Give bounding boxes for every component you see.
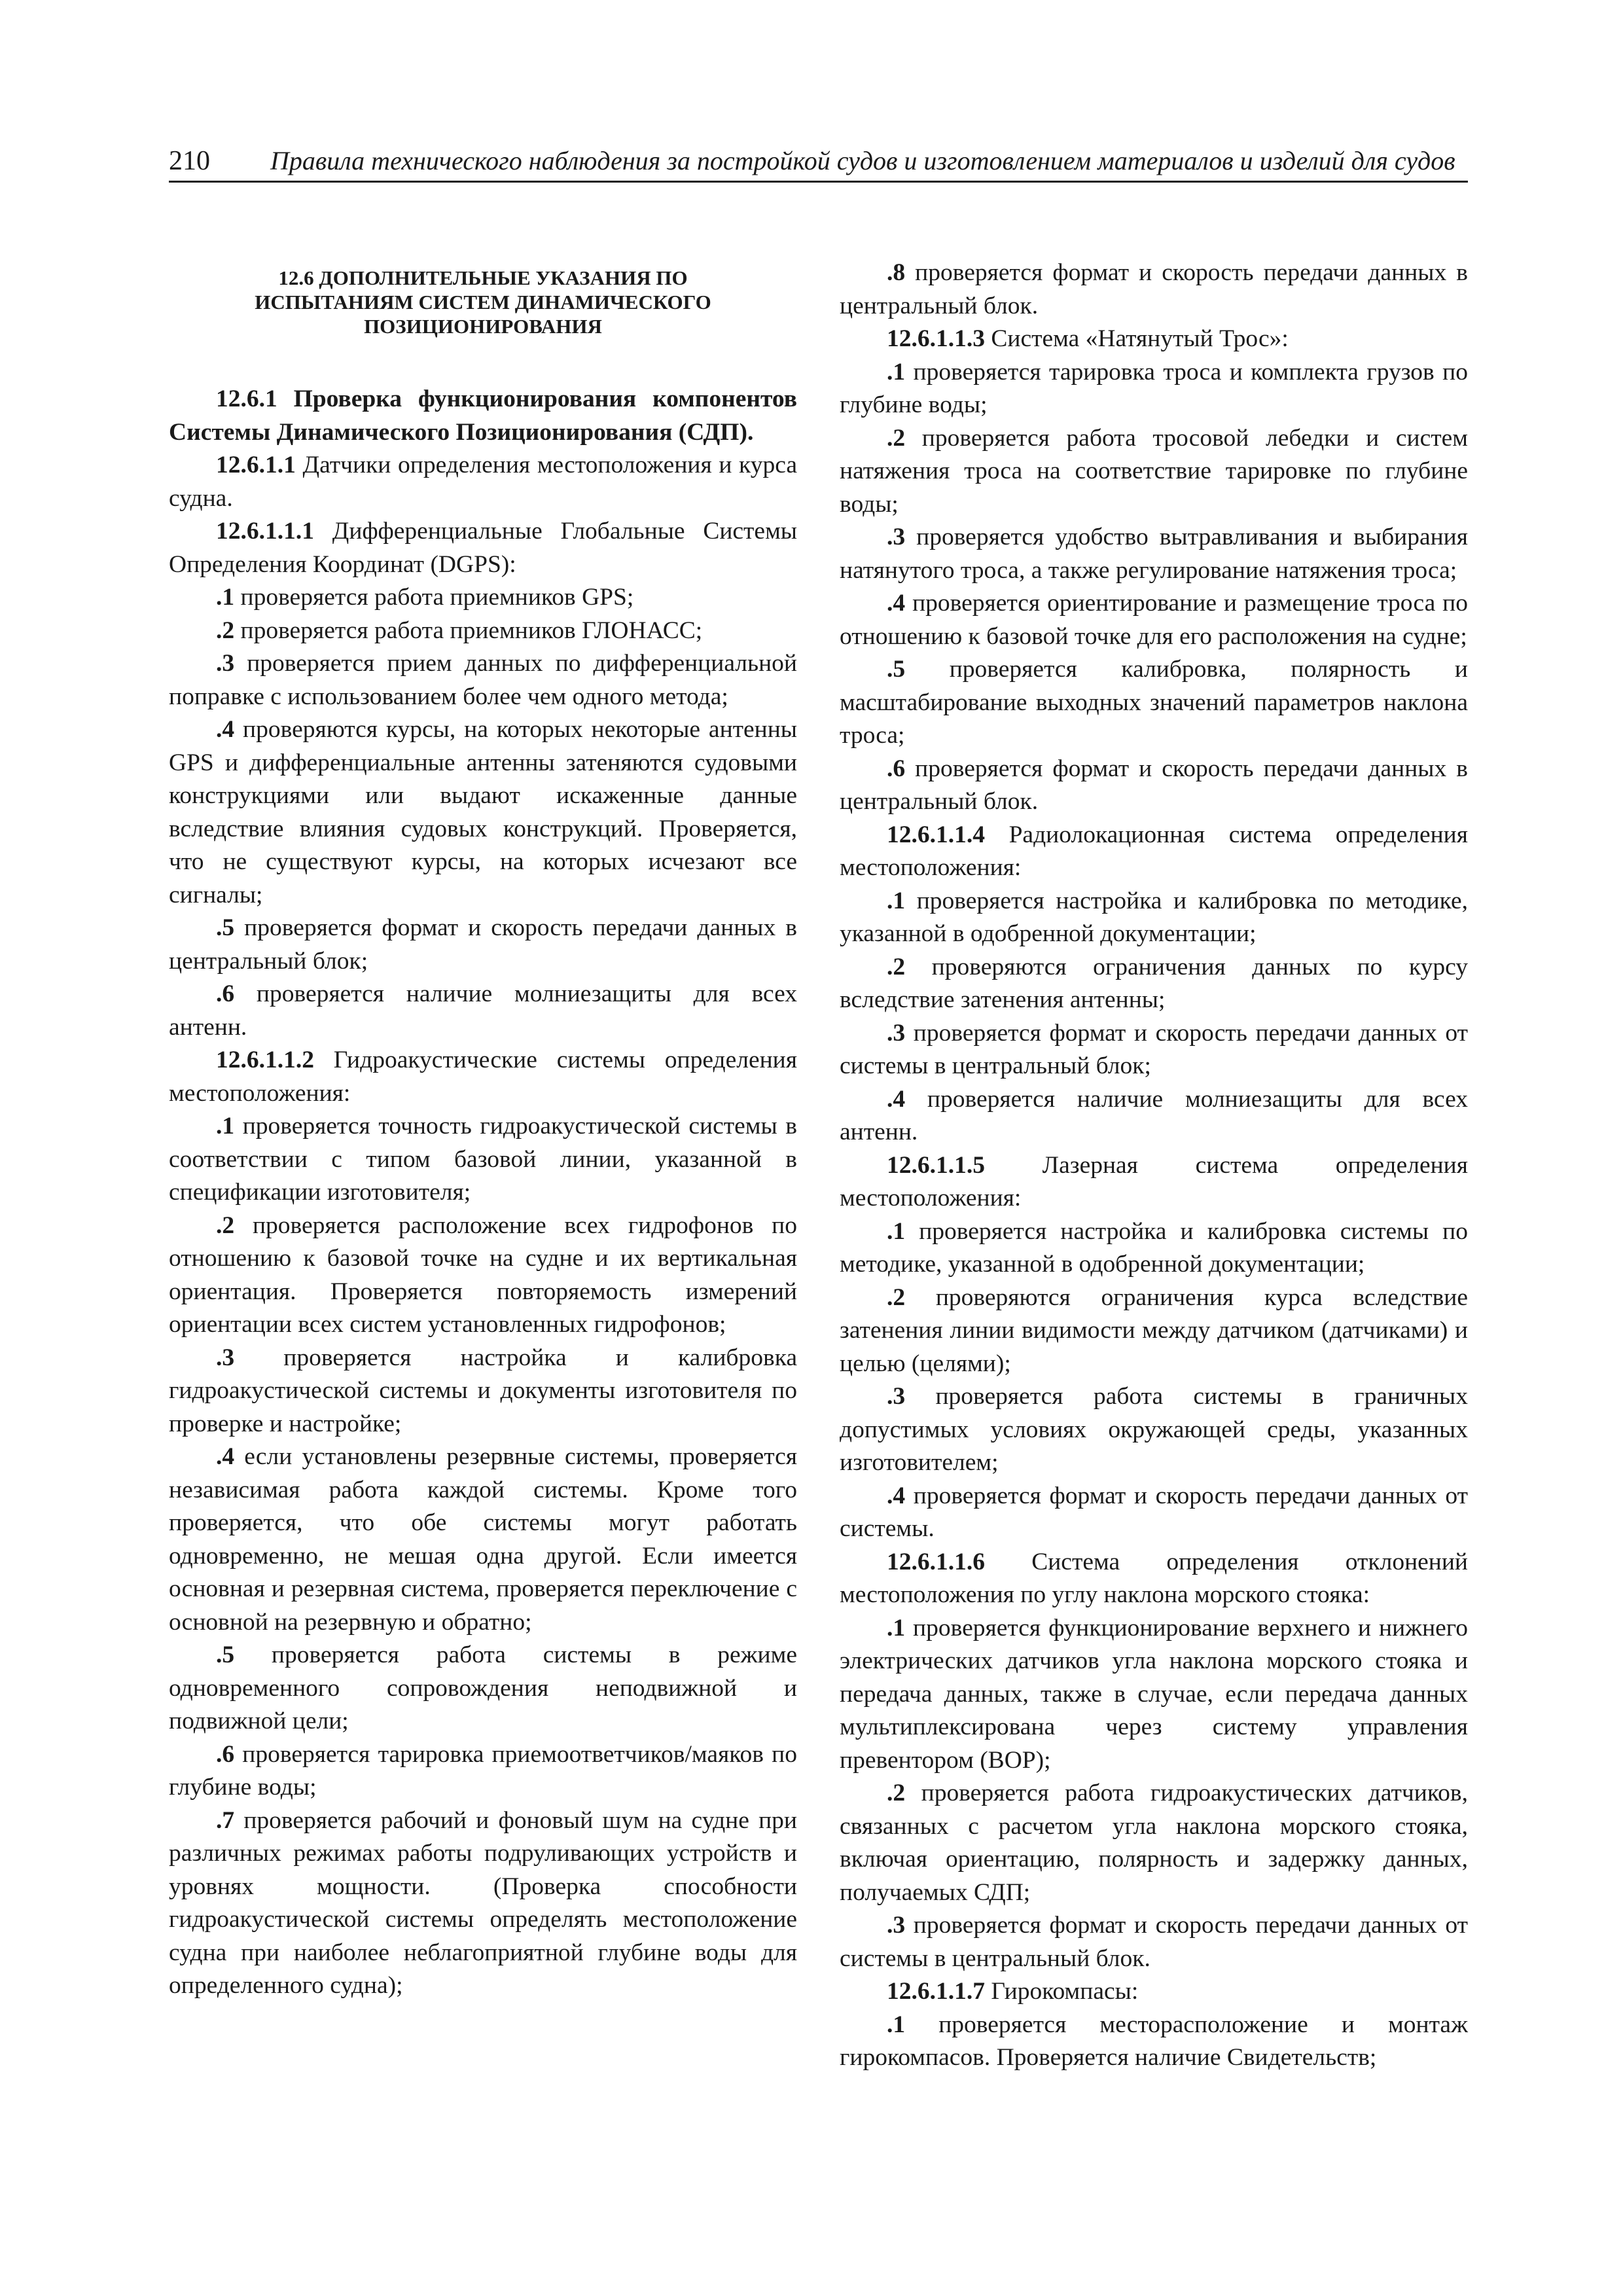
paragraph bbox=[169, 978, 797, 1044]
paragraph-number: .1 bbox=[216, 584, 235, 611]
paragraph-text: проверяется месторасположение и монтаж гирокомпасов. Проверяется наличие Свидетельств; bbox=[840, 2011, 1468, 2071]
paragraph-number: 12.6.1.1.6 bbox=[887, 1548, 985, 1575]
paragraph-number: .6 bbox=[887, 755, 906, 782]
paragraph-number: .4 bbox=[887, 1085, 906, 1113]
paragraph-text: проверяется настройка и калибровка по методике, указанной в одобренной документации; bbox=[840, 887, 1468, 947]
paragraph-text: проверяется работа системы в граничных допустимых условиях окружающей среды, указанных изготовителем; bbox=[840, 1383, 1468, 1476]
paragraph-number: 12.6.1.1.5 bbox=[887, 1151, 985, 1179]
paragraph-text: проверяется формат и скорость передачи данных в центральный блок. bbox=[840, 755, 1468, 815]
paragraph bbox=[840, 521, 1468, 587]
paragraph-text: проверяется настройка и калибровка системы по методике, указанной в одобренной документации; bbox=[840, 1217, 1468, 1278]
paragraph-text: проверяется работа гидроакустических датчиков, связанных с расчетом угла наклона морского стояка, включая ориентацию, полярность и задержку данных, получаемых СДП; bbox=[840, 1780, 1468, 1906]
paragraph-text: Гидроакустические системы определения местоположения: bbox=[169, 1047, 797, 1107]
paragraph-text: проверяется калибровка, полярность и масштабирование выходных значений параметров наклона троса; bbox=[840, 656, 1468, 749]
paragraph-text: проверяется функционирование верхнего и нижнего электрических датчиков угла наклона морского стояка и передача данных, также в случае, если передача данных мультиплексирована через систему управления превентором (ВОР); bbox=[840, 1614, 1468, 1774]
paragraph bbox=[840, 1282, 1468, 1381]
paragraph-text: проверяется работа системы в режиме одновременного сопровождения неподвижной и подвижной цели; bbox=[169, 1641, 797, 1734]
paragraph-number: .4 bbox=[887, 1482, 906, 1509]
paragraph bbox=[169, 1210, 797, 1342]
paragraph-number: .7 bbox=[216, 1806, 235, 1834]
paragraph bbox=[840, 2009, 1468, 2075]
paragraph bbox=[840, 257, 1468, 323]
paragraph bbox=[840, 1380, 1468, 1480]
paragraph bbox=[840, 1149, 1468, 1215]
paragraph-number: 12.6.1.1 bbox=[216, 452, 296, 478]
paragraph-text: проверяются ограничения данных по курсу вследствие затенения антенны; bbox=[840, 953, 1468, 1013]
paragraph-number: .3 bbox=[887, 524, 906, 550]
paragraph-number: 12.6.1.1.4 bbox=[887, 821, 985, 848]
paragraph-text: проверяется прием данных по дифференциальной поправке с использованием более чем одного метода; bbox=[169, 650, 797, 710]
paragraph bbox=[840, 753, 1468, 819]
paragraph bbox=[840, 356, 1468, 422]
header-rule bbox=[169, 181, 1468, 183]
paragraph-number: .5 bbox=[887, 656, 906, 683]
page-header bbox=[169, 143, 1468, 179]
paragraph-text: проверяется настройка и калибровка гидроакустической системы и документы изготовителя по проверке и настройке; bbox=[169, 1344, 797, 1437]
left-column bbox=[169, 257, 797, 2003]
paragraph bbox=[169, 515, 797, 581]
paragraph bbox=[840, 1975, 1468, 2009]
paragraph-text: проверяется наличие молниезащиты для всех антенн. bbox=[840, 1085, 1468, 1145]
paragraph bbox=[840, 1909, 1468, 1975]
paragraph-number: .1 bbox=[216, 1113, 235, 1139]
paragraph-text: Гирокомпасы: bbox=[985, 1978, 1139, 2005]
paragraph-number: .1 bbox=[887, 1614, 906, 1641]
paragraph-text: Дифференциальные Глобальные Системы Определения Координат (DGPS): bbox=[169, 518, 797, 578]
paragraph bbox=[169, 581, 797, 615]
page-number: 210 bbox=[169, 146, 210, 176]
paragraph-number: .8 bbox=[887, 259, 906, 286]
paragraph bbox=[169, 1044, 797, 1110]
paragraph bbox=[840, 422, 1468, 522]
right-column bbox=[840, 257, 1468, 2075]
paragraph-number: .3 bbox=[887, 1383, 906, 1410]
paragraph-text: проверяется формат и скорость передачи данных от системы. bbox=[840, 1482, 1468, 1542]
subsection-heading: 12.6.1 Проверка функционирования компонентов Системы Динамического Позиционирования (СДП). bbox=[169, 386, 797, 446]
paragraph-text: Система «Натянутый Трос»: bbox=[985, 325, 1289, 352]
paragraph-number: .6 bbox=[216, 1740, 235, 1768]
running-title: Правила технического наблюдения за постройкой судов и изготовлением материалов и изделий для судов bbox=[270, 146, 1455, 175]
right-paragraphs bbox=[840, 257, 1468, 2075]
paragraph-text: Радиолокационная система определения местоположения: bbox=[840, 821, 1468, 881]
paragraph bbox=[840, 1215, 1468, 1282]
paragraph-number: .2 bbox=[887, 424, 906, 452]
paragraph bbox=[169, 449, 797, 515]
paragraph-text: проверяется работа приемников GPS; bbox=[234, 584, 634, 611]
paragraph bbox=[840, 1546, 1468, 1612]
paragraph-text: проверяется наличие молниезащиты для всех антенн. bbox=[169, 980, 797, 1041]
paragraph bbox=[169, 912, 797, 978]
paragraph-number: .1 bbox=[887, 887, 906, 914]
paragraph-number: .2 bbox=[887, 1283, 906, 1311]
paragraph bbox=[840, 323, 1468, 356]
paragraph bbox=[840, 951, 1468, 1017]
paragraph-text: проверяется формат и скорость передачи данных в центральный блок; bbox=[169, 914, 797, 975]
paragraph-text: Датчики определения местоположения и курса судна. bbox=[169, 452, 797, 512]
paragraph-text: проверяется работа тросовой лебедки и систем натяжения троса на соответствие тарировке по глубине воды; bbox=[840, 424, 1468, 518]
paragraph bbox=[840, 819, 1468, 885]
paragraph-text: проверяются курсы, на которых некоторые антенны GPS и дифференциальные антенны затеняются судовыми конструкциями или выдают искаженные данные вследствие влияния судовых конструкций. Проверяется, что не существуют курсы, на которых исчезают все сигналы; bbox=[169, 716, 797, 908]
paragraph-text: проверяется рабочий и фоновый шум на судне при различных режимах работы подруливающих устройств и уровнях мощности. (Проверка способности гидроакустической системы определять местоположение судна при наиболее неблагоприятной глубине воды для определенного судна); bbox=[169, 1806, 797, 1999]
paragraph-text: проверяется точность гидроакустической системы в соответствии с типом базовой линии, указанной в спецификации изготовителя; bbox=[169, 1113, 797, 1206]
paragraph bbox=[840, 587, 1468, 653]
paragraph-number: .1 bbox=[887, 358, 906, 386]
paragraph-number: .2 bbox=[887, 1780, 906, 1806]
paragraph-number: .3 bbox=[216, 1344, 235, 1371]
paragraph-number: .5 bbox=[216, 1641, 235, 1668]
paragraph-number: .2 bbox=[216, 617, 235, 644]
paragraph-number: .3 bbox=[887, 1019, 906, 1047]
paragraph bbox=[840, 885, 1468, 951]
paragraph-number: .2 bbox=[887, 953, 906, 980]
paragraph-text: проверяется формат и скорость передачи данных от системы в центральный блок; bbox=[840, 1019, 1468, 1079]
paragraph-number: .5 bbox=[216, 914, 235, 941]
paragraph bbox=[169, 615, 797, 648]
left-paragraphs bbox=[169, 449, 797, 2003]
paragraph bbox=[840, 1777, 1468, 1909]
paragraph-number: .1 bbox=[887, 1217, 906, 1245]
paragraph-text: проверяется удобство вытравливания и выбирания натянутого троса, а также регулирование натяжения троса; bbox=[840, 524, 1468, 584]
paragraph bbox=[169, 1342, 797, 1441]
paragraph-text: проверяется работа приемников ГЛОНАСС; bbox=[234, 617, 703, 644]
paragraph bbox=[840, 1083, 1468, 1149]
paragraph-number: 12.6.1.1.3 bbox=[887, 325, 985, 352]
paragraph bbox=[169, 647, 797, 713]
paragraph-text: проверяются ограничения курса вследствие затенения линии видимости между датчиком (датчиками) и целью (целями); bbox=[840, 1283, 1468, 1377]
paragraph-number: 12.6.1.1.2 bbox=[216, 1047, 314, 1073]
paragraph-number: .2 bbox=[216, 1211, 235, 1239]
paragraph-number: .3 bbox=[887, 1912, 906, 1939]
paragraph-number: .6 bbox=[216, 980, 235, 1007]
paragraph-text: проверяется формат и скорость передачи данных от системы в центральный блок. bbox=[840, 1912, 1468, 1972]
paragraph-number: .4 bbox=[216, 1443, 235, 1470]
paragraph bbox=[840, 1017, 1468, 1083]
paragraph-number: 12.6.1.1.1 bbox=[216, 518, 314, 545]
section-heading: 12.6 ДОПОЛНИТЕЛЬНЫЕ УКАЗАНИЯ ПО ИСПЫТАНИЯМ СИСТЕМ ДИНАМИЧЕСКОГО ПОЗИЦИОНИРОВАНИЯ bbox=[255, 266, 711, 338]
paragraph bbox=[840, 1612, 1468, 1778]
paragraph-text: проверяется расположение всех гидрофонов по отношению к базовой точке на судне и их вертикальная ориентация. Проверяется повторяемость измерений ориентации всех систем установленных гидрофонов; bbox=[169, 1211, 797, 1338]
paragraph-text: если установлены резервные системы, проверяется независимая работа каждой системы. Кроме того проверяется, что обе системы могут работать одновременно, не мешая одна другой. Если имеется основная и резервная система, проверяется переключение с основной на резервную и обратно; bbox=[169, 1443, 797, 1636]
paragraph-text: проверяется тарировка троса и комплекта грузов по глубине воды; bbox=[840, 358, 1468, 418]
paragraph bbox=[169, 1738, 797, 1804]
paragraph bbox=[840, 653, 1468, 753]
paragraph bbox=[840, 1480, 1468, 1546]
paragraph bbox=[169, 713, 797, 912]
paragraph-text: проверяется формат и скорость передачи данных в центральный блок. bbox=[840, 259, 1468, 319]
paragraph-number: .4 bbox=[216, 716, 235, 743]
paragraph-number: .3 bbox=[216, 650, 235, 677]
paragraph bbox=[169, 1110, 797, 1210]
paragraph-text: Лазерная система определения местоположения: bbox=[840, 1151, 1468, 1211]
paragraph-number: 12.6.1.1.7 bbox=[887, 1978, 985, 2005]
paragraph-text: проверяется ориентирование и размещение троса по отношению к базовой точке для его расположения на судне; bbox=[840, 590, 1468, 650]
paragraph bbox=[169, 1639, 797, 1738]
paragraph-text: проверяется тарировка приемоответчиков/маяков по глубине воды; bbox=[169, 1740, 797, 1801]
paragraph bbox=[169, 1441, 797, 1639]
paragraph-number: .1 bbox=[887, 2011, 906, 2038]
paragraph-number: .4 bbox=[887, 590, 906, 617]
paragraph-text: Система определения отклонений местоположения по углу наклона морского стояка: bbox=[840, 1548, 1468, 1608]
paragraph bbox=[169, 1804, 797, 2003]
